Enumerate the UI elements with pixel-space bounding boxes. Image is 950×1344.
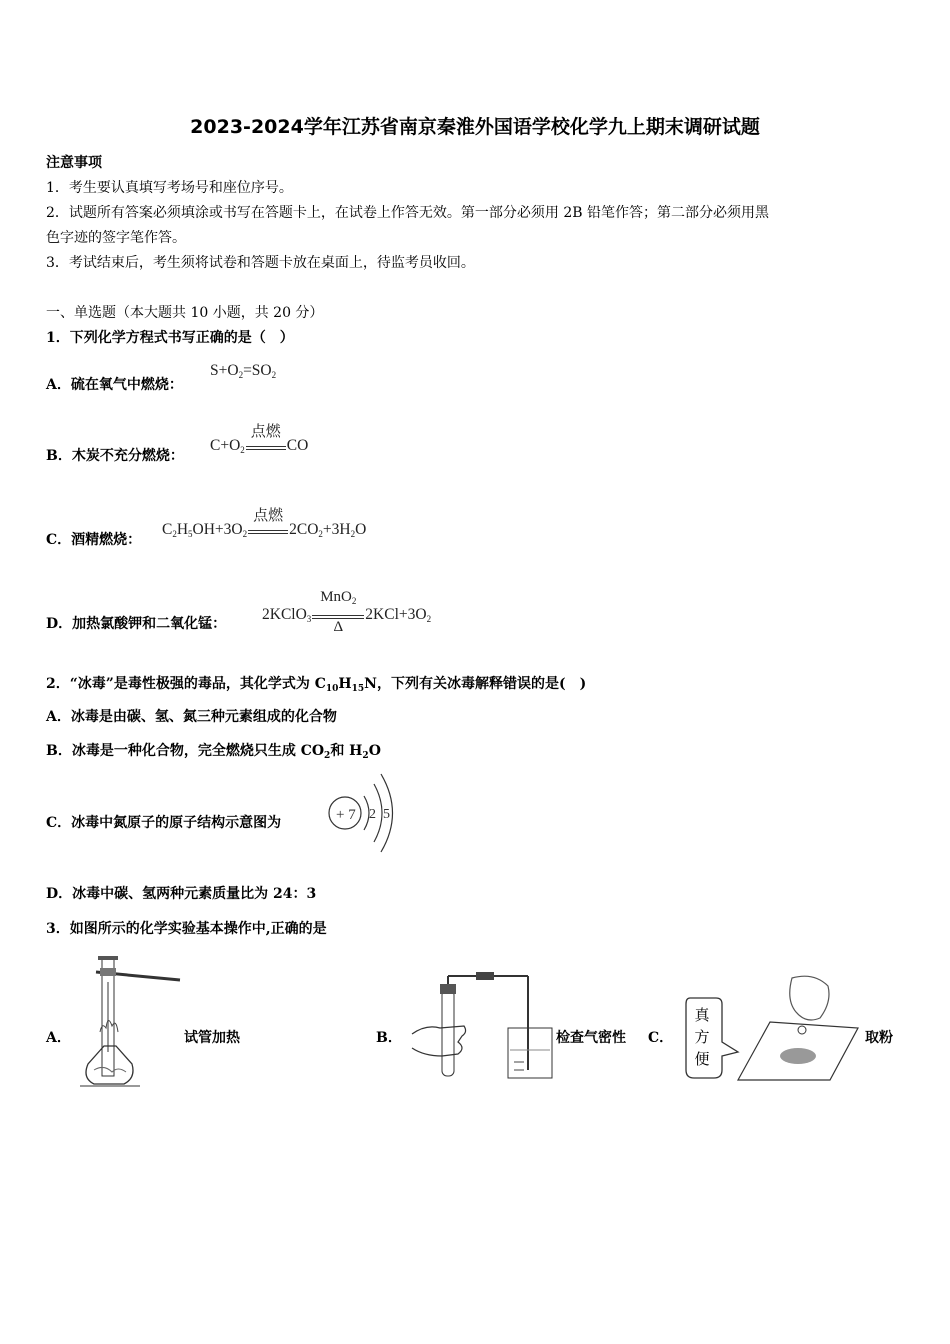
q1-d-formula: 2KClO$_3$ MnO$_2$ Δ $2KCl+3O_2$ [262, 589, 432, 636]
q2-option-a: A．冰毒是由碳、氢、氮三种元素组成的化合物 [46, 709, 337, 725]
test-tube-heating-illustration [76, 952, 184, 1092]
q1-option-d: D．加热氯酸钾和二氧化锰： [46, 616, 227, 632]
notice-item-1: 1．考生要认真填写考场号和座位序号。 [46, 180, 293, 196]
q3-option-b-letter: B． [376, 1030, 402, 1046]
ignite-condition: 点燃 [253, 508, 284, 525]
q2-stem: 2．“冰毒”是毒性极强的毒品，其化学式为 $C_{10}H_{15}N$，下列有关冰毒解释错误的是( ) [46, 676, 587, 694]
q3-option-a-caption: 试管加热 [184, 1030, 240, 1046]
q3-option-a-letter: A． [46, 1030, 71, 1046]
shell-2-electrons: 5 [383, 807, 390, 822]
mno2-condition: MnO$_2$ [320, 589, 357, 607]
q1-option-a: A．硫在氧气中燃烧： [46, 377, 183, 393]
speech-bubble-text: 真 方 便 [694, 1006, 710, 1068]
airtightness-check-illustration [406, 970, 556, 1082]
q1-b-formula: $C+O_2$ 点燃 CO [210, 437, 308, 455]
q3-option-c-caption: 取粉 [865, 1030, 893, 1046]
q2-option-c: C．冰毒中氮原子的原子结构示意图为 [46, 815, 282, 831]
notice-item-2: 2．试题所有答案必须填涂或书写在答题卡上，在试卷上作答无效。第一部分必须用 2B 铅笔作答；第二部分必须用黑 [46, 205, 769, 221]
q2-option-b: B．冰毒是一种化合物，完全燃烧只生成 $CO_2$和 $H_2O$ [46, 743, 381, 761]
q2-option-d: D．冰毒中碳、氢两种元素质量比为 24：3 [46, 886, 317, 902]
nitrogen-atom-diagram [326, 772, 406, 854]
notice-heading: 注意事项 [46, 155, 102, 171]
page-title: 2023-2024学年江苏省南京秦淮外国语学校化学九上期末调研试题 [190, 116, 760, 138]
heat-condition: Δ [333, 619, 344, 636]
ignite-condition: 点燃 [250, 424, 281, 441]
q3-stem: 3．如图所示的化学实验基本操作中,正确的是 [46, 921, 327, 937]
notice-item-3: 3．考试结束后，考生须将试卷和答题卡放在桌面上，待监考员收回。 [46, 255, 475, 271]
nucleus-label: + 7 [336, 807, 356, 823]
notice-item-2-cont: 色字迹的签字笔作答。 [46, 230, 186, 246]
section-heading: 一、单选题（本大题共 10 小题，共 20 分） [46, 305, 324, 321]
q1-a-formula: $S+O_2=SO_2$ [210, 362, 277, 380]
q3-option-b-caption: 检查气密性 [556, 1030, 626, 1046]
q1-option-c: C．酒精燃烧： [46, 532, 142, 548]
q1-c-formula: $C_2H_5OH+3O_2$ 点燃 $2CO_2+3H_2O$ [162, 521, 366, 539]
shell-1-electrons: 2 [369, 807, 376, 822]
q1-stem: 1．下列化学方程式书写正确的是（ ） [46, 330, 294, 346]
q1-option-b: B．木炭不充分燃烧： [46, 448, 184, 464]
q3-option-c-letter: C． [648, 1030, 674, 1046]
